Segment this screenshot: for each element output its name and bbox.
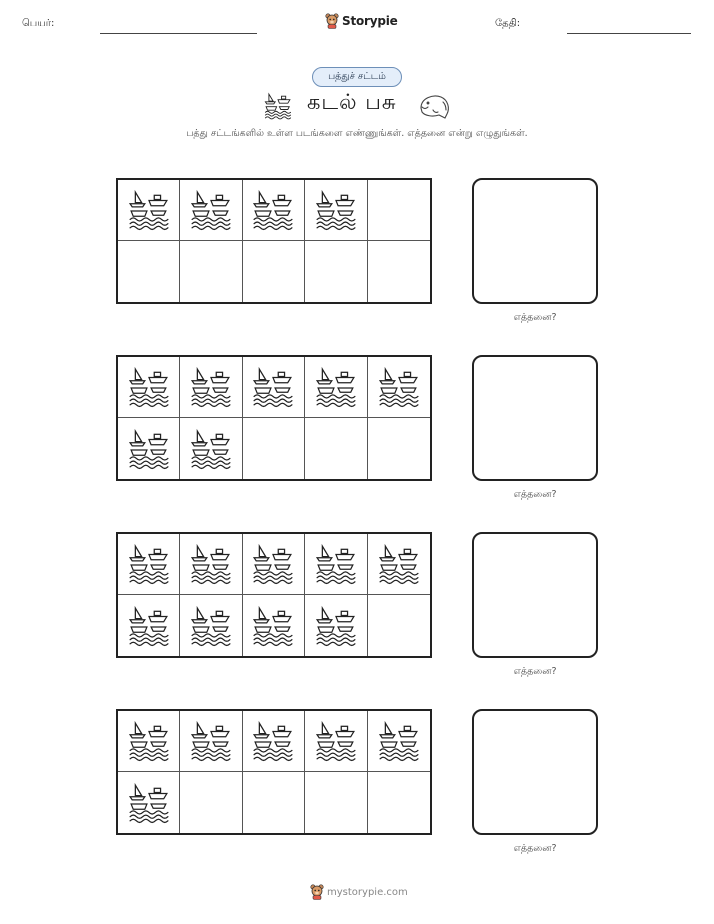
boats-on-water-icon bbox=[252, 543, 294, 585]
frame-cell bbox=[368, 711, 430, 772]
frame-cell bbox=[180, 595, 242, 656]
boats-on-water-icon bbox=[378, 543, 420, 585]
frame-cell bbox=[118, 180, 180, 241]
ten-frame-1 bbox=[116, 178, 432, 304]
boats-on-water-icon bbox=[128, 366, 170, 408]
frame-cell bbox=[243, 357, 305, 418]
frame-cell bbox=[118, 711, 180, 772]
name-label: பெயர்: bbox=[22, 18, 55, 29]
answer-label-1: எத்தனை? bbox=[513, 312, 557, 323]
boats-on-water-icon bbox=[315, 366, 357, 408]
brand-name: Storypie bbox=[342, 14, 398, 28]
frame-cell bbox=[180, 534, 242, 595]
frame-cell bbox=[368, 534, 430, 595]
frame-cell bbox=[305, 357, 367, 418]
frame-cell bbox=[180, 711, 242, 772]
frame-cell bbox=[118, 595, 180, 656]
frame-cell bbox=[243, 180, 305, 241]
frame-cell bbox=[243, 418, 305, 479]
ten-frame-4 bbox=[116, 709, 432, 835]
frame-cell bbox=[368, 357, 430, 418]
frame-cell bbox=[243, 595, 305, 656]
date-line[interactable] bbox=[567, 33, 691, 34]
frame-cell bbox=[243, 772, 305, 833]
manatee-icon bbox=[417, 92, 453, 120]
frame-cell bbox=[305, 595, 367, 656]
frame-cell bbox=[180, 418, 242, 479]
frame-cell bbox=[118, 772, 180, 833]
frame-cell bbox=[368, 180, 430, 241]
boats-on-water-icon bbox=[262, 92, 294, 120]
boats-on-water-icon bbox=[315, 720, 357, 762]
frame-cell bbox=[305, 241, 367, 302]
frame-cell bbox=[305, 711, 367, 772]
frame-cell bbox=[368, 772, 430, 833]
answer-box-2[interactable] bbox=[472, 355, 598, 481]
name-line[interactable] bbox=[100, 33, 257, 34]
ten-frame-3 bbox=[116, 532, 432, 658]
frame-cell bbox=[180, 241, 242, 302]
footer bbox=[310, 884, 408, 900]
boats-on-water-icon bbox=[315, 605, 357, 647]
frame-cell bbox=[243, 241, 305, 302]
answer-label-3: எத்தனை? bbox=[513, 666, 557, 677]
boats-on-water-icon bbox=[315, 189, 357, 231]
date-label: தேதி: bbox=[495, 18, 521, 29]
boats-on-water-icon bbox=[128, 543, 170, 585]
frame-cell bbox=[118, 418, 180, 479]
boats-on-water-icon bbox=[190, 189, 232, 231]
frame-cell bbox=[368, 241, 430, 302]
footer-url: mystorypie.com bbox=[327, 886, 408, 898]
boats-on-water-icon bbox=[252, 366, 294, 408]
frame-cell bbox=[305, 418, 367, 479]
frame-cell bbox=[243, 534, 305, 595]
boats-on-water-icon bbox=[128, 720, 170, 762]
brand-logo bbox=[325, 13, 398, 29]
bear-mascot-icon bbox=[325, 13, 339, 29]
boats-on-water-icon bbox=[190, 543, 232, 585]
boats-on-water-icon bbox=[378, 366, 420, 408]
frame-cell bbox=[180, 772, 242, 833]
boats-on-water-icon bbox=[252, 189, 294, 231]
answer-label-4: எத்தனை? bbox=[513, 843, 557, 854]
boats-on-water-icon bbox=[252, 720, 294, 762]
boats-on-water-icon bbox=[315, 543, 357, 585]
frame-cell bbox=[368, 418, 430, 479]
boats-on-water-icon bbox=[128, 605, 170, 647]
boats-on-water-icon bbox=[128, 189, 170, 231]
frame-cell bbox=[118, 241, 180, 302]
worksheet-type-badge: பத்துச் சட்டம் bbox=[312, 67, 402, 87]
boats-on-water-icon bbox=[128, 782, 170, 824]
answer-box-1[interactable] bbox=[472, 178, 598, 304]
ten-frame-2 bbox=[116, 355, 432, 481]
boats-on-water-icon bbox=[190, 720, 232, 762]
frame-cell bbox=[305, 772, 367, 833]
answer-box-4[interactable] bbox=[472, 709, 598, 835]
boats-on-water-icon bbox=[252, 605, 294, 647]
frame-cell bbox=[180, 357, 242, 418]
page-title: கடல் பசு bbox=[307, 90, 397, 114]
instructions: பத்து சட்டங்களில் உள்ள படங்களை எண்ணுங்கள். எத்தனை என்று எழுதுங்கள். bbox=[186, 128, 528, 139]
frame-cell bbox=[118, 357, 180, 418]
frame-cell bbox=[305, 180, 367, 241]
boats-on-water-icon bbox=[378, 720, 420, 762]
title-row bbox=[0, 88, 714, 122]
frame-cell bbox=[118, 534, 180, 595]
frame-cell bbox=[180, 180, 242, 241]
boats-on-water-icon bbox=[190, 605, 232, 647]
boats-on-water-icon bbox=[190, 366, 232, 408]
frame-cell bbox=[305, 534, 367, 595]
answer-box-3[interactable] bbox=[472, 532, 598, 658]
frame-cell bbox=[243, 711, 305, 772]
frame-cell bbox=[368, 595, 430, 656]
bear-mascot-icon bbox=[310, 884, 324, 900]
answer-label-2: எத்தனை? bbox=[513, 489, 557, 500]
boats-on-water-icon bbox=[190, 428, 232, 470]
boats-on-water-icon bbox=[128, 428, 170, 470]
